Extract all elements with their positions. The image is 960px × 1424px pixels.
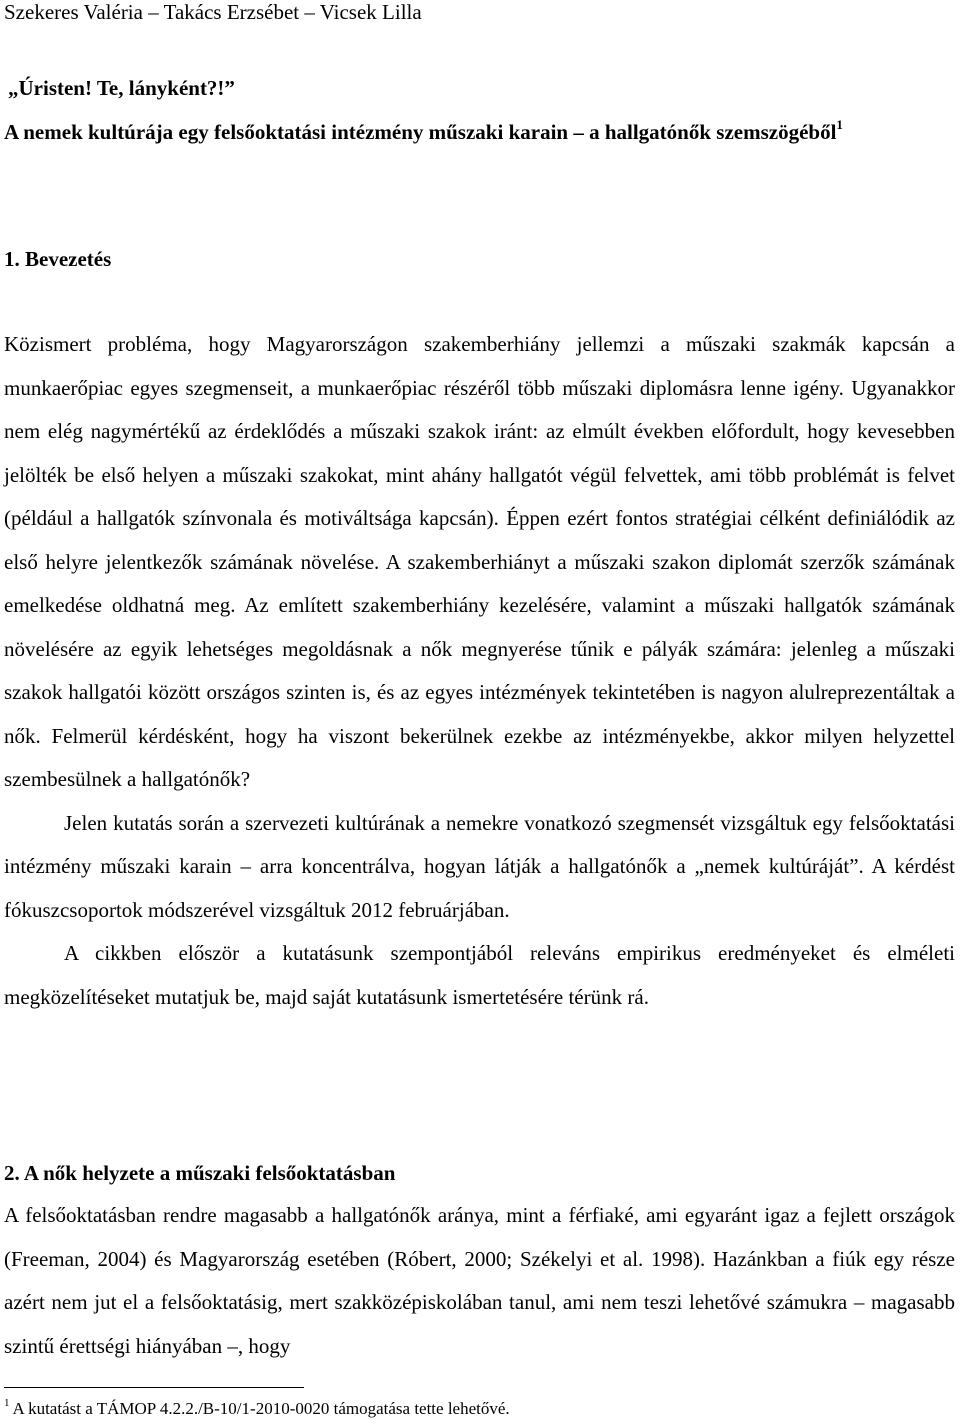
title-subtitle: A nemek kultúrája egy felsőoktatási intézmény műszaki karain – a hallgatónők szemszögéből — [4, 120, 837, 144]
section-2 — [4, 1154, 955, 1192]
footnote-reference: 1 — [836, 117, 843, 132]
footnote-number: 1 — [4, 1397, 10, 1409]
section-heading-women-in-engineering: 2. A nők helyzete a műszaki felsőoktatásban — [4, 1161, 396, 1185]
paragraph: Jelen kutatás során a szervezeti kultúrának a nemekre vonatkozó szegmensét vizsgáltuk egy felsőoktatási intézmény műszaki karain – arra koncentrálva, hogyan látják a hallgatónők a „nemek kultúráját”. A kérdést fókuszcsoportok módszerével vizsgáltuk 2012 februárjában. — [4, 810, 955, 922]
paragraph: A cikkben először a kutatásunk szempontjából releváns empirikus eredményeket és elméleti megközelítéseket mutatjuk be, majd saját kutatásunk ismertetésére térünk rá. — [4, 941, 955, 1009]
footnote — [4, 1398, 510, 1420]
footnote-separator — [4, 1387, 304, 1388]
introduction-body — [4, 323, 955, 1019]
section-2-body — [4, 1194, 955, 1368]
section-heading-introduction: 1. Bevezetés — [4, 247, 112, 271]
article-title — [4, 66, 948, 154]
paragraph: Közismert probléma, hogy Magyarországon szakemberhiány jellemzi a műszaki szakmák kapcsán a munkaerőpiac egyes szegmenseit, a munkaerőpiac részéről több műszaki diplomásra lenne igény. Ugyanakkor nem elég nagymértékű az érdeklődés a műszaki szakok iránt: az elmúlt években előfordult, hogy kevesebben jelölték be első helyen a műszaki szakokat, mint ahány hallgatót végül felvettek, ami több problémát is felvet (például a hallgatók színvonala és motiváltsága kapcsán). Éppen ezért fontos stratégiai célként definiálódik az első helyre jelentkezők számának növelése. A szakemberhiányt a műszaki szakon diplomát szerzők számának emelkedése oldhatná meg. Az említett szakemberhiány kezelésére, valamint a műszaki hallgatók számának növelésére az egyik lehetséges megoldásnak a nők megnyerése tűnik e pályák számára: jelenleg a műszaki szakok hallgatói között országos szinten is, és az egyes intézmények tekintetében is nagyon alulreprezentáltak a nők. Felmerül kérdésként, hogy ha viszont bekerülnek ezekbe az intézményekbe, akkor milyen helyzettel szembesülnek a hallgatónők? — [4, 332, 955, 791]
footnote-text: A kutatást a TÁMOP 4.2.2./B-10/1-2010-0020 támogatása tette lehetővé. — [12, 1399, 510, 1418]
title-line-1: „Úristen! Te, lányként?!” — [8, 76, 235, 100]
title-line-2 — [4, 110, 948, 154]
author-line: Szekeres Valéria – Takács Erzsébet – Vicsek Lilla — [4, 0, 422, 24]
paragraph: A felsőoktatásban rendre magasabb a hallgatónők aránya, mint a férfiaké, ami egyaránt igaz a fejlett országok (Freeman, 2004) és Magyarország esetében (Róbert, 2000; Székelyi et al. 1998). Hazánkban a fiúk egy része azért nem jut el a felsőoktatásig, mert szakközépiskolában tanul, ami nem teszi lehetővé számukra – magasabb szintű érettségi hiányában –, hogy — [4, 1203, 955, 1358]
